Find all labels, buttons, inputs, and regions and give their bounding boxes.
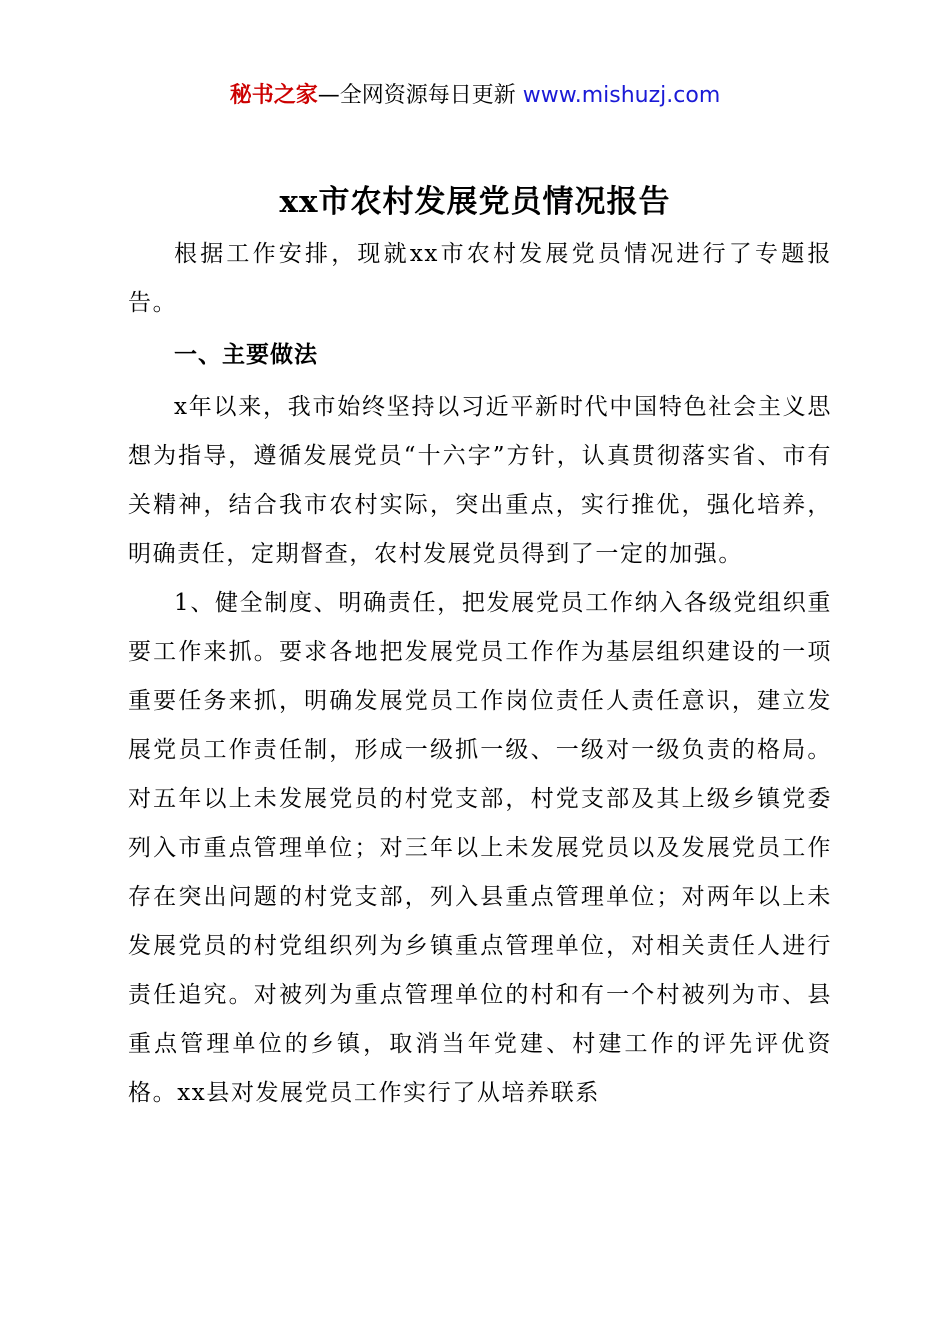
body-paragraph-overview: x年以来，我市始终坚持以习近平新时代中国特色社会主义思想为指导，遵循发展党员“十六字”方针，认真贯彻落实省、市有关精神，结合我市农村实际，突出重点，实行推优，强化培养，明确责任，定期督查，农村发展党员得到了一定的加强。 <box>128 394 832 567</box>
intro-paragraph: 根据工作安排，现就xx市农村发展党员情况进行了专题报告。 <box>128 241 832 316</box>
header-tagline: —全网资源每日更新 <box>317 83 516 108</box>
document-title: xx市农村发展党员情况报告 <box>279 184 671 220</box>
body-paragraph-item-1: 1、健全制度、明确责任，把发展党员工作纳入各级党组织重要工作来抓。要求各地把发展党员工作作为基层组织建设的一项重要任务来抓，明确发展党员工作岗位责任人责任意识，建立发展党员工作责任制，形成一级抓一级、一级对一级负责的格局。对五年以上未发展党员的村党支部，村党支部及其上级乡镇党委列入市重点管理单位；对三年以上未发展党员以及发展党员工作存在突出问题的村党支部，列入县重点管理单位；对两年以上未发展党员的村党组织列为乡镇重点管理单位，对相关责任人进行责任追究。对被列为重点管理单位的村和有一个村被列为市、县重点管理单位的乡镇，取消当年党建、村建工作的评先评优资格。xx县对发展党员工作实行了从培养联系 <box>128 590 832 1106</box>
site-url-link[interactable]: www.mishuzj.com <box>522 83 721 108</box>
section-heading-main-practices: 一、主要做法 <box>174 342 318 368</box>
brand-name: 秘书之家 <box>229 83 318 108</box>
site-header-banner <box>0 80 950 112</box>
document-body <box>128 230 832 1118</box>
